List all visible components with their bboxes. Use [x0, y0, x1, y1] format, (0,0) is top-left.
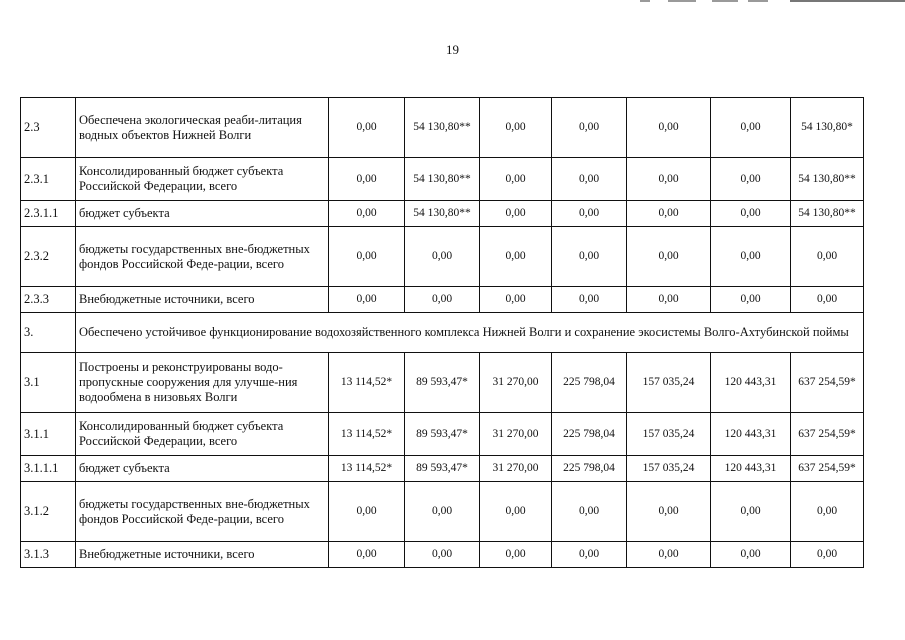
- value-cell: 0,00: [791, 542, 864, 568]
- row-code: 3.1.1.1: [21, 456, 76, 482]
- funding-table-body: [21, 98, 864, 568]
- value-cell: 0,00: [627, 98, 711, 158]
- page-number: 19: [446, 42, 459, 57]
- value-cell: 637 254,59*: [791, 353, 864, 413]
- value-cell: 0,00: [552, 542, 627, 568]
- row-name: Консолидированный бюджет субъекта Российской Федерации, всего: [76, 413, 329, 456]
- value-cell: 54 130,80**: [405, 98, 480, 158]
- table-row: [21, 413, 864, 456]
- value-cell: 0,00: [480, 287, 552, 313]
- value-cell: 225 798,04: [552, 456, 627, 482]
- value-cell: 0,00: [480, 542, 552, 568]
- row-code: 2.3.3: [21, 287, 76, 313]
- section-row: [21, 313, 864, 353]
- row-code: 2.3: [21, 98, 76, 158]
- value-cell: 0,00: [329, 158, 405, 201]
- funding-table: [20, 97, 864, 568]
- value-cell: 54 130,80**: [791, 201, 864, 227]
- value-cell: 54 130,80*: [791, 98, 864, 158]
- value-cell: 0,00: [552, 227, 627, 287]
- row-code: 3.1.1: [21, 413, 76, 456]
- value-cell: 120 443,31: [711, 353, 791, 413]
- row-code: 2.3.1.1: [21, 201, 76, 227]
- table-row: [21, 542, 864, 568]
- value-cell: 0,00: [711, 227, 791, 287]
- value-cell: 0,00: [627, 287, 711, 313]
- value-cell: 0,00: [329, 227, 405, 287]
- value-cell: 637 254,59*: [791, 456, 864, 482]
- row-name: Внебюджетные источники, всего: [76, 542, 329, 568]
- scan-artifact: [640, 0, 650, 2]
- value-cell: 54 130,80**: [405, 201, 480, 227]
- value-cell: 0,00: [329, 201, 405, 227]
- value-cell: 157 035,24: [627, 456, 711, 482]
- value-cell: 0,00: [552, 98, 627, 158]
- row-name: Консолидированный бюджет субъекта Российской Федерации, всего: [76, 158, 329, 201]
- value-cell: 89 593,47*: [405, 456, 480, 482]
- value-cell: 13 114,52*: [329, 413, 405, 456]
- row-name: Внебюджетные источники, всего: [76, 287, 329, 313]
- value-cell: 225 798,04: [552, 413, 627, 456]
- value-cell: 0,00: [552, 482, 627, 542]
- table-row: [21, 353, 864, 413]
- value-cell: 0,00: [552, 158, 627, 201]
- value-cell: 0,00: [627, 158, 711, 201]
- table-row: [21, 158, 864, 201]
- value-cell: 0,00: [552, 287, 627, 313]
- value-cell: 120 443,31: [711, 456, 791, 482]
- row-code: 3.1.2: [21, 482, 76, 542]
- value-cell: 0,00: [329, 98, 405, 158]
- scan-artifact: [748, 0, 768, 2]
- table-row: [21, 456, 864, 482]
- value-cell: 0,00: [627, 482, 711, 542]
- value-cell: 0,00: [627, 201, 711, 227]
- value-cell: 0,00: [405, 482, 480, 542]
- value-cell: 0,00: [711, 482, 791, 542]
- value-cell: 89 593,47*: [405, 413, 480, 456]
- value-cell: 637 254,59*: [791, 413, 864, 456]
- value-cell: 31 270,00: [480, 456, 552, 482]
- value-cell: 0,00: [405, 227, 480, 287]
- row-name: Обеспечена экологическая реаби-литация водных объектов Нижней Волги: [76, 98, 329, 158]
- value-cell: 120 443,31: [711, 413, 791, 456]
- section-title: Обеспечено устойчивое функционирование водохозяйственного комплекса Нижней Волги и сохранение экосистемы Волго-Ахтубинской поймы: [76, 313, 864, 353]
- scan-artifact: [712, 0, 738, 2]
- value-cell: 0,00: [329, 287, 405, 313]
- row-code: 2.3.2: [21, 227, 76, 287]
- value-cell: 0,00: [552, 201, 627, 227]
- value-cell: 31 270,00: [480, 413, 552, 456]
- row-name: бюджеты государственных вне-бюджетных фондов Российской Феде-рации, всего: [76, 482, 329, 542]
- value-cell: 0,00: [791, 287, 864, 313]
- value-cell: 0,00: [711, 98, 791, 158]
- table-row: [21, 482, 864, 542]
- table-row: [21, 98, 864, 158]
- value-cell: 31 270,00: [480, 353, 552, 413]
- value-cell: 157 035,24: [627, 413, 711, 456]
- value-cell: 0,00: [711, 542, 791, 568]
- row-code: 3.: [21, 313, 76, 353]
- value-cell: 0,00: [329, 542, 405, 568]
- value-cell: 0,00: [627, 542, 711, 568]
- table-row: [21, 201, 864, 227]
- value-cell: 89 593,47*: [405, 353, 480, 413]
- row-code: 3.1.3: [21, 542, 76, 568]
- value-cell: 0,00: [791, 482, 864, 542]
- value-cell: 0,00: [329, 482, 405, 542]
- scan-artifact: [668, 0, 696, 2]
- row-code: 2.3.1: [21, 158, 76, 201]
- value-cell: 54 130,80**: [791, 158, 864, 201]
- value-cell: 0,00: [480, 482, 552, 542]
- table-row: [21, 287, 864, 313]
- value-cell: 157 035,24: [627, 353, 711, 413]
- value-cell: 0,00: [791, 227, 864, 287]
- row-name: бюджеты государственных вне-бюджетных фондов Российской Феде-рации, всего: [76, 227, 329, 287]
- scan-artifact: [790, 0, 905, 2]
- value-cell: 0,00: [627, 227, 711, 287]
- row-name: бюджет субъекта: [76, 201, 329, 227]
- row-code: 3.1: [21, 353, 76, 413]
- value-cell: 13 114,52*: [329, 353, 405, 413]
- value-cell: 225 798,04: [552, 353, 627, 413]
- value-cell: 0,00: [480, 158, 552, 201]
- value-cell: 0,00: [480, 201, 552, 227]
- row-name: Построены и реконструированы водо-пропускные сооружения для улучше-ния водообмена в низовьях Волги: [76, 353, 329, 413]
- value-cell: 0,00: [711, 287, 791, 313]
- value-cell: 0,00: [405, 287, 480, 313]
- value-cell: 0,00: [480, 98, 552, 158]
- row-name: бюджет субъекта: [76, 456, 329, 482]
- value-cell: 0,00: [405, 542, 480, 568]
- value-cell: 54 130,80**: [405, 158, 480, 201]
- table-row: [21, 227, 864, 287]
- value-cell: 0,00: [711, 201, 791, 227]
- value-cell: 0,00: [480, 227, 552, 287]
- value-cell: 0,00: [711, 158, 791, 201]
- value-cell: 13 114,52*: [329, 456, 405, 482]
